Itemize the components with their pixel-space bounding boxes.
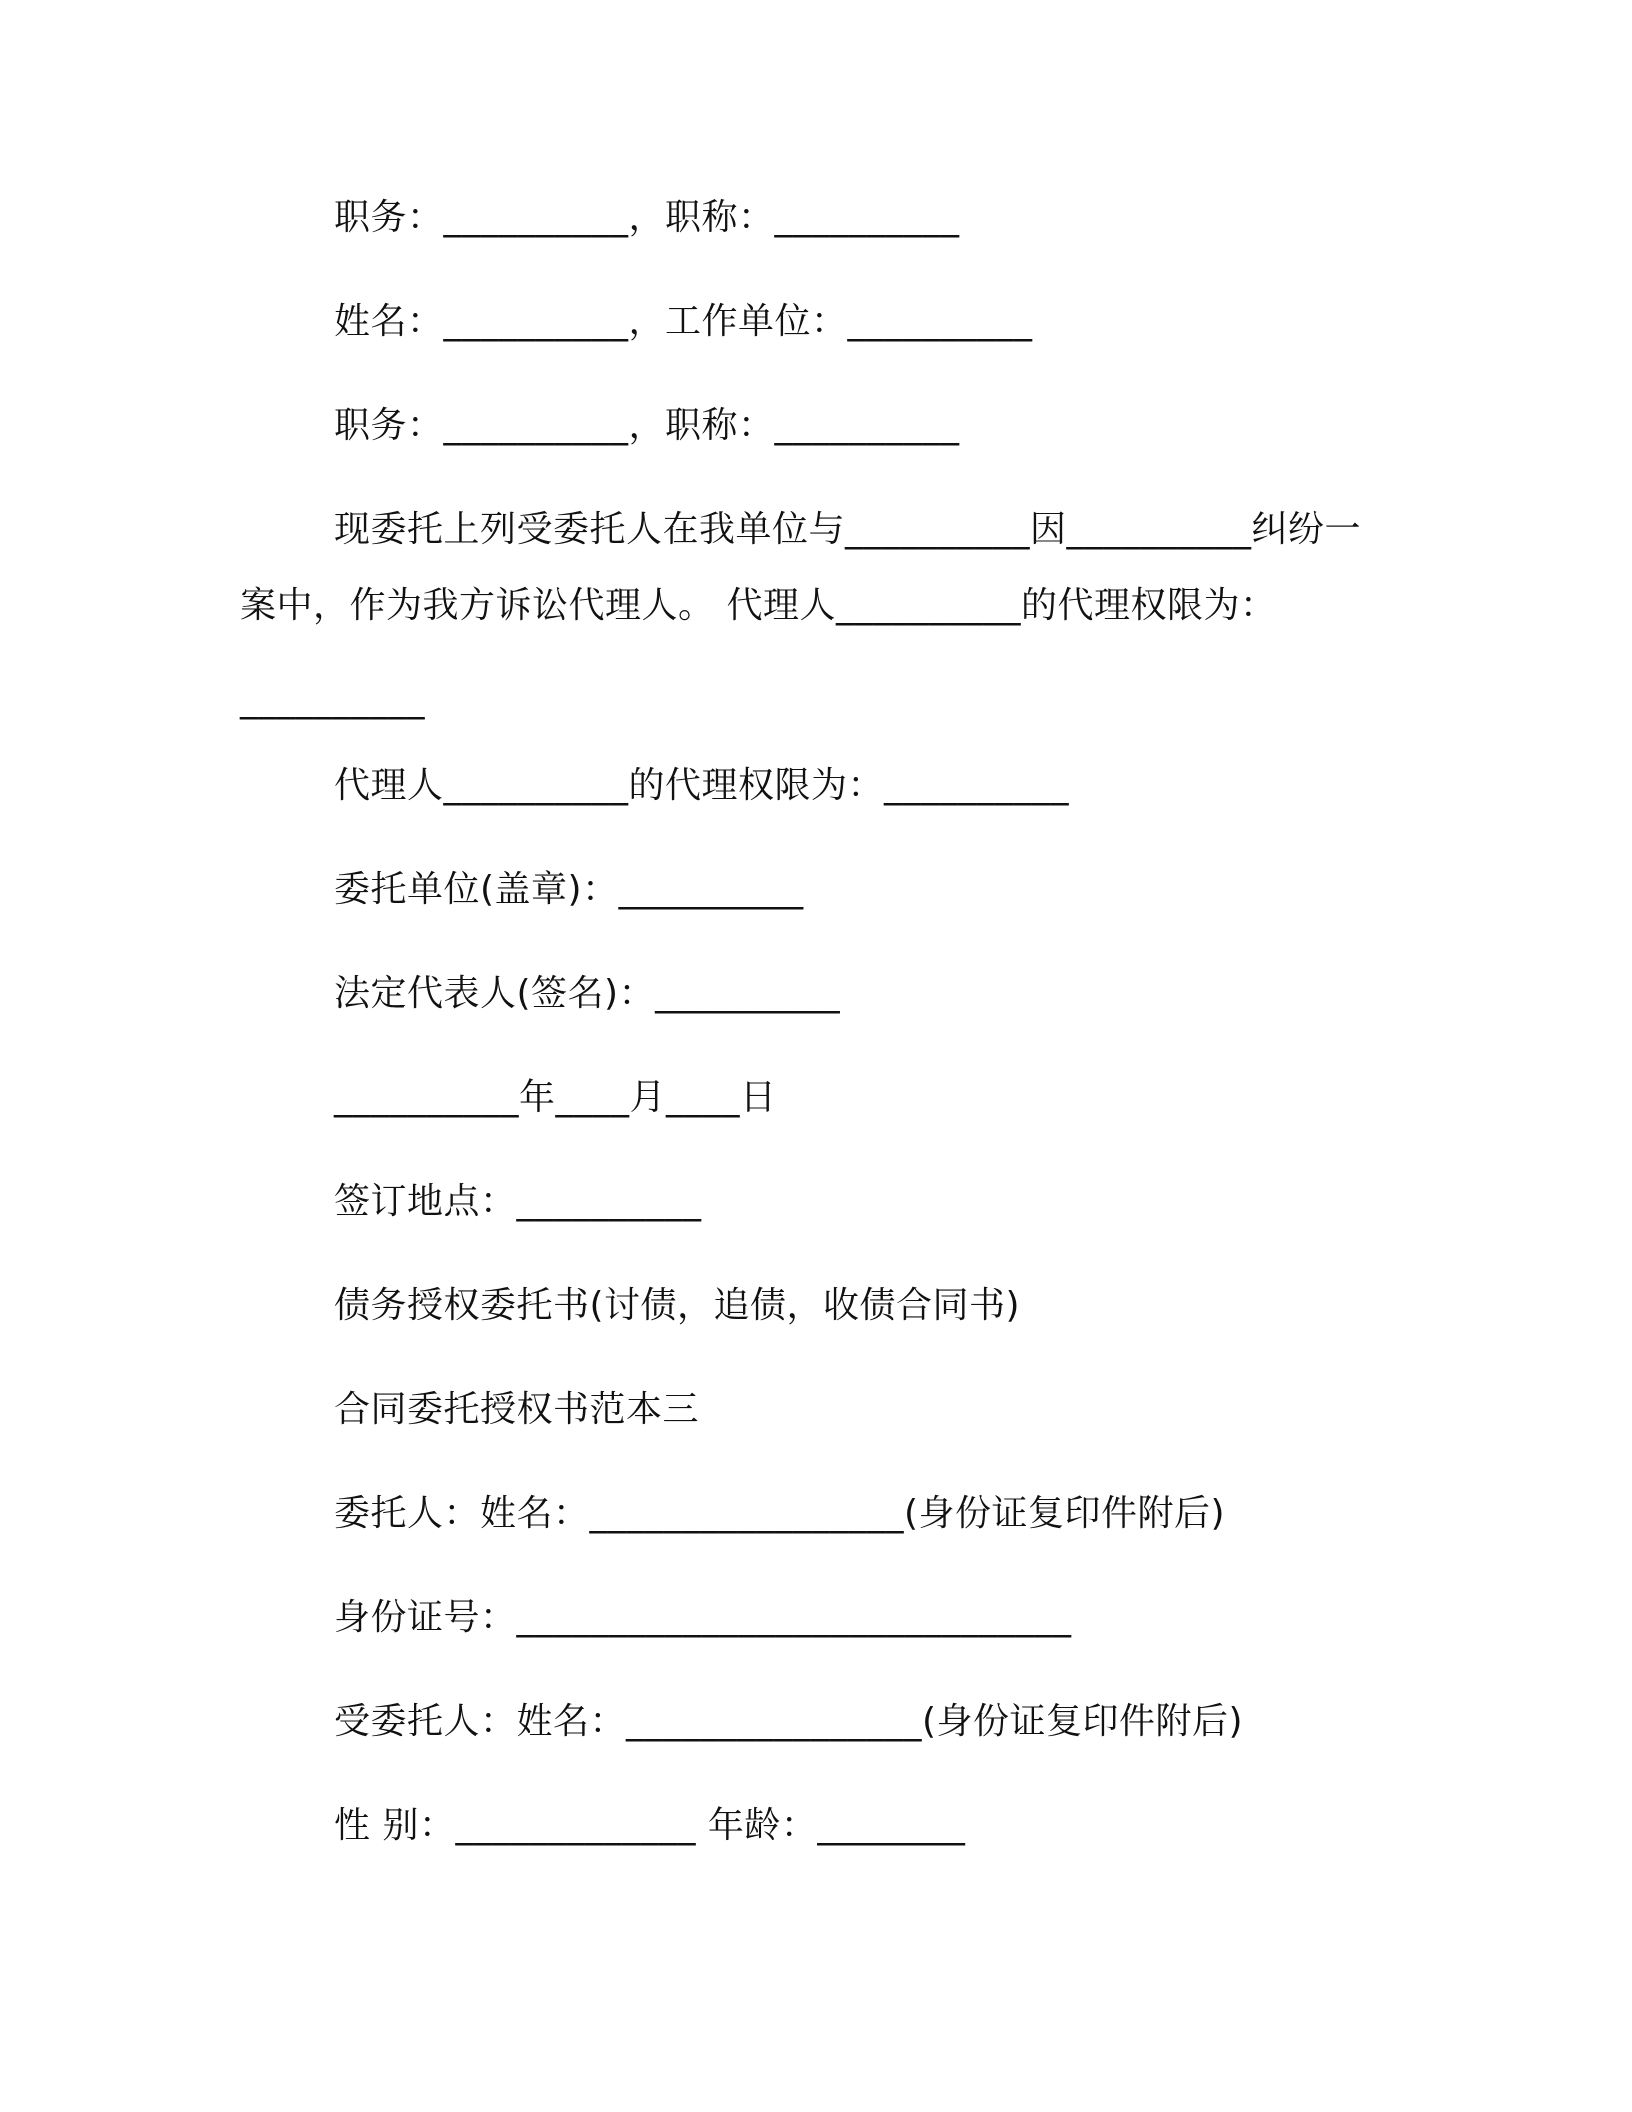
gender-age-line: 性 别：_____________ 年龄：________ [334, 1805, 966, 1846]
section-heading-template-three: 合同委托授权书范本三 [334, 1389, 700, 1430]
id-number-line: 身份证号：______________________________ [334, 1597, 1072, 1638]
entrustment-paragraph-line-2: 案中，作为我方诉讼代理人。 代理人__________的代理权限为： [240, 585, 1277, 626]
entrusting-unit-seal-line: 委托单位(盖章)：__________ [334, 869, 804, 910]
signing-location-line: 签订地点：__________ [334, 1181, 702, 1222]
section-heading-debt-authorization: 债务授权委托书(讨债，追债，收债合同书) [334, 1285, 1021, 1326]
position-title-line-1: 职务：__________，职称：__________ [334, 197, 960, 238]
entrustment-paragraph-line-1: 现委托上列受委托人在我单位与__________因__________纠纷一 [334, 509, 1362, 550]
entrustment-paragraph-line-3: __________ [240, 679, 425, 720]
date-line: __________年____月____日 [334, 1077, 777, 1118]
legal-representative-signature-line: 法定代表人(签名)：__________ [334, 973, 841, 1014]
agent-name-line: 受委托人：姓名：________________(身份证复印件附后) [334, 1701, 1244, 1742]
agent-authority-line: 代理人__________的代理权限为：__________ [334, 765, 1070, 806]
position-title-line-2: 职务：__________，职称：__________ [334, 405, 960, 446]
principal-name-line: 委托人：姓名：_________________(身份证复印件附后) [334, 1493, 1226, 1534]
name-workplace-line: 姓名：__________，工作单位：__________ [334, 301, 1033, 342]
